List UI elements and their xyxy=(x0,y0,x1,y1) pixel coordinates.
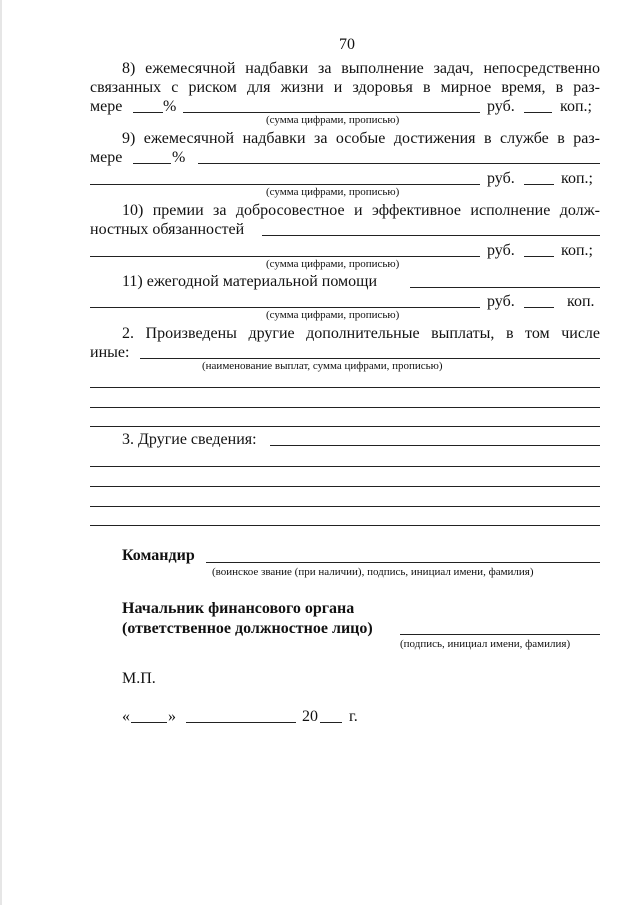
section2-extra-line-1[interactable] xyxy=(90,387,600,388)
item10-kop: коп.; xyxy=(561,242,593,259)
item8-percent-field[interactable] xyxy=(133,112,163,113)
item8-kop-field[interactable] xyxy=(524,112,552,113)
date-day-field[interactable] xyxy=(131,722,167,723)
date-year-field[interactable] xyxy=(320,722,342,723)
page-edge xyxy=(0,0,2,905)
section3-line-2[interactable] xyxy=(90,486,600,487)
item11-caption: (сумма цифрами, прописью) xyxy=(266,309,400,321)
item8-line2: связанных с риском для жизни и здоровья в мирное время, в раз- xyxy=(90,79,600,96)
finance-head-line2: (ответственное должностное лицо) xyxy=(122,620,373,637)
item8-rub: руб. xyxy=(487,98,515,115)
stamp-label: М.П. xyxy=(122,670,156,687)
date-year-prefix: 20 xyxy=(302,708,318,725)
item10-detail-field[interactable] xyxy=(262,235,600,236)
page-number: 70 xyxy=(339,36,355,53)
section3-line-3[interactable] xyxy=(90,506,600,507)
item10-line2: ностных обязанностей xyxy=(90,221,245,238)
item10-caption: (сумма цифрами, прописью) xyxy=(266,258,400,270)
item8-amount-field[interactable] xyxy=(183,112,480,113)
item11-amount-field[interactable] xyxy=(90,307,480,308)
section2-line1: 2. Произведены другие дополнительные выплаты, в том числе xyxy=(122,325,600,342)
section3-line-4[interactable] xyxy=(90,525,600,526)
commander-signature-field[interactable] xyxy=(206,562,600,563)
date-month-field[interactable] xyxy=(186,722,296,723)
section2-extra-line-2[interactable] xyxy=(90,407,600,408)
date-open-quote: « xyxy=(122,708,130,725)
item8-percent-sign: % xyxy=(163,98,177,115)
item10-rub: руб. xyxy=(487,242,515,259)
finance-head-signature-field[interactable] xyxy=(400,634,600,635)
item8-line3-prefix: мере xyxy=(90,98,123,115)
item11-line1: 11) ежегодной материальной помощи xyxy=(122,273,378,290)
item9-rub: руб. xyxy=(487,170,515,187)
commander-label: Командир xyxy=(122,547,195,564)
section2-caption: (наименование выплат, сумма цифрами, прописью) xyxy=(202,360,443,372)
item10-kop-field[interactable] xyxy=(524,256,554,257)
item11-kop-field[interactable] xyxy=(524,307,554,308)
item9-caption: (сумма цифрами, прописью) xyxy=(266,186,400,198)
section2-extra-line-3[interactable] xyxy=(90,426,600,427)
date-year-suffix: г. xyxy=(349,708,358,725)
item10-line1: 10) премии за добросовестное и эффективное исполнение долж- xyxy=(122,202,600,219)
item9-percent-sign: % xyxy=(172,149,186,166)
date-close-quote: » xyxy=(168,708,176,725)
finance-head-caption: (подпись, инициал имени, фамилия) xyxy=(400,638,571,650)
section3-label: 3. Другие сведения: xyxy=(122,431,257,448)
item10-amount-field[interactable] xyxy=(90,256,480,257)
commander-caption: (воинское звание (при наличии), подпись, инициал имени, фамилия) xyxy=(212,566,534,578)
item9-amount-field[interactable] xyxy=(90,184,480,185)
item11-detail-field[interactable] xyxy=(410,287,600,288)
section2-payments-field[interactable] xyxy=(140,358,600,359)
item11-kop: коп. xyxy=(567,293,595,310)
item8-line1: 8) ежемесячной надбавки за выполнение задач, непосредственно xyxy=(122,60,600,77)
item8-kop: коп.; xyxy=(560,98,592,115)
section2-line2-prefix: иные: xyxy=(90,344,130,361)
finance-head-line1: Начальник финансового органа xyxy=(122,600,355,617)
item11-rub: руб. xyxy=(487,293,515,310)
section3-field[interactable] xyxy=(270,445,600,446)
item9-percent-field[interactable] xyxy=(133,163,171,164)
item9-detail-field[interactable] xyxy=(198,163,600,164)
section3-line-1[interactable] xyxy=(90,466,600,467)
item9-kop: коп.; xyxy=(561,170,593,187)
item9-line1: 9) ежемесячной надбавки за особые достижения в службе в раз- xyxy=(122,130,600,147)
item9-kop-field[interactable] xyxy=(524,184,554,185)
item9-line2-prefix: мере xyxy=(90,149,123,166)
item8-caption: (сумма цифрами, прописью) xyxy=(266,114,400,126)
